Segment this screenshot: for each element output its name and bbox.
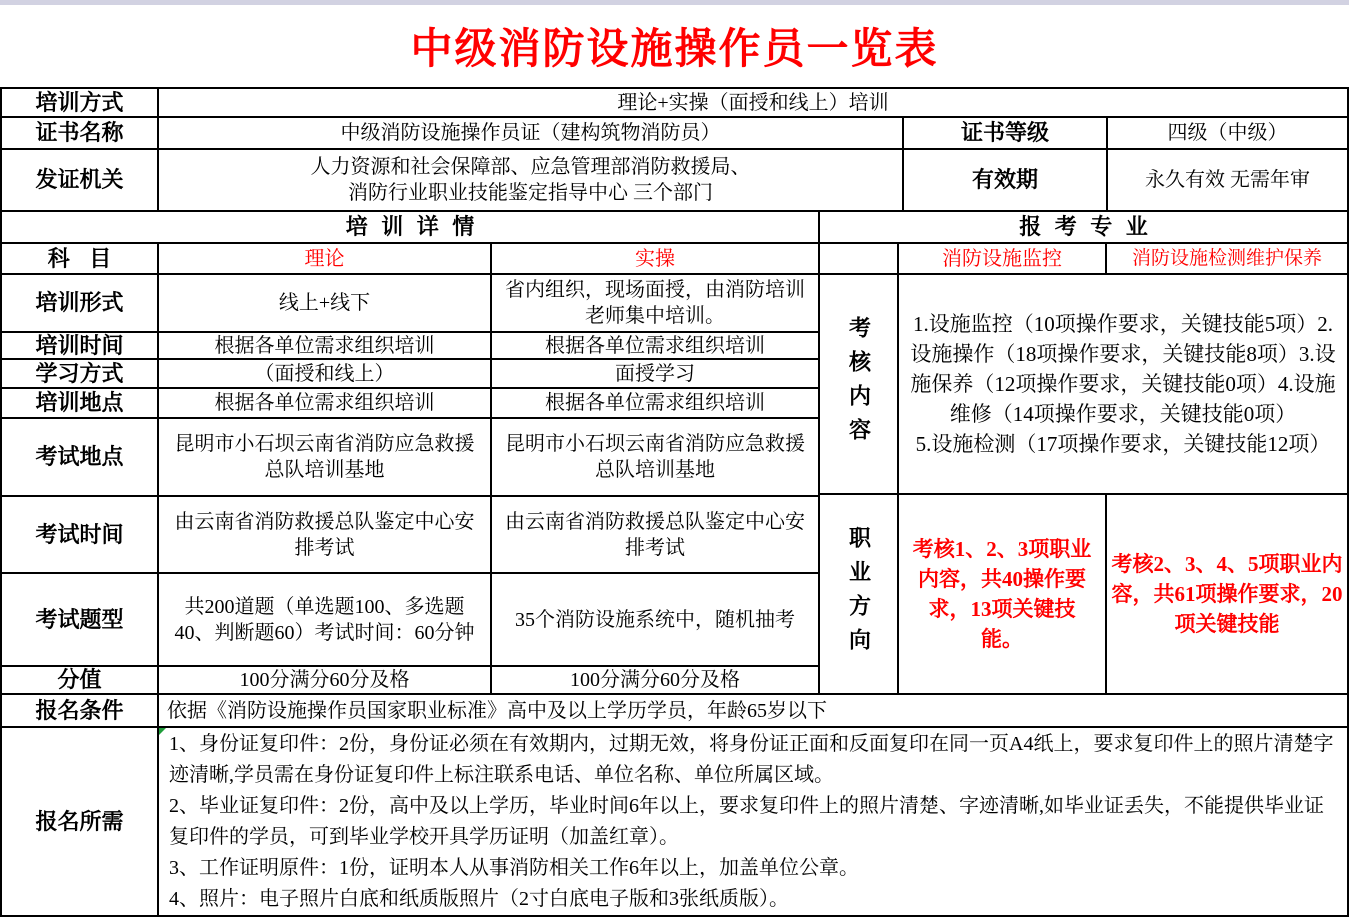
career-maintain-cell: 考核2、3、4、5项职业内容，共61项操作要求，20项关键技能	[1107, 495, 1349, 695]
row-label-certificate: 证书名称	[2, 118, 159, 150]
table-row-issuer	[2, 150, 1349, 212]
subject-row-label: 科 目	[2, 244, 159, 275]
assessment-content-part2: 5.设施检测（17项操作要求，关键技能12项）	[915, 432, 1331, 456]
career-monitor-cell: 考核1、2、3项职业内容，共40操作要求，13项关键技能。	[899, 495, 1107, 695]
theory-cell: （面授和线上）	[159, 360, 492, 389]
page-title-area	[0, 5, 1349, 87]
required-item-1: 1、身份证复印件：2份，身份证必须在有效期内，过期无效，将身份证正面和反面复印在同一页A4纸上，要求复印件上的照片清楚字迹清晰,学员需在身份证复印件上标注联系电话、单位名称、单位所属区域。	[169, 732, 1334, 786]
table-row	[2, 389, 820, 419]
practice-cell: 根据各单位需求组织培训	[492, 333, 820, 360]
page-title: 中级消防设施操作员一览表	[410, 27, 939, 73]
table-row-training-mode	[2, 89, 1349, 118]
theory-cell: 线上+线下	[159, 275, 492, 333]
table-row	[2, 419, 820, 497]
issuer-value-line1: 人力资源和社会保障部、应急管理部消防救援局、	[310, 156, 751, 178]
training-detail-block	[2, 275, 820, 695]
table-row	[2, 333, 820, 360]
row-label: 学习方式	[2, 360, 159, 389]
practice-cell: 省内组织，现场面授，由消防培训老师集中培训。	[492, 275, 820, 333]
theory-cell: 根据各单位需求组织培训	[159, 333, 492, 360]
validity-label: 有效期	[904, 150, 1108, 212]
table-body	[2, 275, 1349, 695]
table-row	[2, 667, 820, 695]
validity-value: 永久有效 无需年审	[1108, 150, 1349, 212]
row-label: 考试题型	[2, 574, 159, 667]
table-row-section-headers	[2, 212, 1349, 244]
table-row-subjects	[2, 244, 1349, 275]
row-label-issuer: 发证机关	[2, 150, 159, 212]
assessment-content	[899, 275, 1349, 495]
required-item-2: 2、毕业证复印件：2份，高中及以上学历，毕业时间6年以上，要求复印件上的照片清楚、字迹清晰,如毕业证丢失，不能提供毕业证复印件的学员，可到毕业学校开具学历证明（加盖红章）。	[169, 794, 1324, 848]
certificate-name-value: 中级消防设施操作员证（建构筑物消防员）	[159, 118, 904, 150]
row-label: 考试时间	[2, 497, 159, 574]
theory-cell: 昆明市小石坝云南省消防应急救援总队培训基地	[159, 419, 492, 497]
major-monitor-header: 消防设施监控	[899, 244, 1107, 275]
theory-cell: 100分满分60分及格	[159, 667, 492, 695]
subject-spacer-cell	[820, 244, 899, 275]
required-item-3: 3、工作证明原件：1份，证明本人从事消防相关工作6年以上，加盖单位公章。	[169, 856, 859, 879]
assessment-row	[820, 275, 1349, 495]
career-label: 职业方向	[820, 495, 899, 695]
issuer-value	[159, 150, 904, 212]
assessment-label: 考核内容	[820, 275, 899, 495]
theory-cell: 根据各单位需求组织培训	[159, 389, 492, 419]
required-item-4: 4、照片：电子照片白底和纸质版照片（2寸白底电子版和3张纸质版）。	[169, 887, 789, 910]
practice-cell: 由云南省消防救援总队鉴定中心安排考试	[492, 497, 820, 574]
table-row-certificate	[2, 118, 1349, 150]
career-row	[820, 495, 1349, 695]
theory-cell: 由云南省消防救援总队鉴定中心安排考试	[159, 497, 492, 574]
practice-cell: 100分满分60分及格	[492, 667, 820, 695]
overview-table	[0, 87, 1349, 917]
row-label: 培训地点	[2, 389, 159, 419]
practice-cell: 根据各单位需求组织培训	[492, 389, 820, 419]
row-label-enroll-condition: 报名条件	[2, 695, 159, 728]
table-row-enroll-required	[2, 728, 1349, 917]
enroll-required-content	[159, 728, 1349, 917]
assessment-content-part1: 1.设施监控（10项操作要求，关键技能5项）2.设施操作（18项操作要求，关键技能8项）3.设施保养（12项操作要求，关键技能0项）4.设施维修（14项操作要求，关键技能0项）	[910, 312, 1336, 426]
practice-cell: 面授学习	[492, 360, 820, 389]
certificate-grade-value: 四级（中级）	[1108, 118, 1349, 150]
subject-practice-header: 实操	[492, 244, 820, 275]
table-row	[2, 275, 820, 333]
theory-cell: 共200道题（单选题100、多选题40、判断题60）考试时间：60分钟	[159, 574, 492, 667]
major-maintain-header: 消防设施检测维护保养	[1107, 244, 1349, 275]
table-row-enroll-condition	[2, 695, 1349, 728]
row-label-enroll-required: 报名所需	[2, 728, 159, 917]
certificate-grade-label: 证书等级	[904, 118, 1108, 150]
subject-theory-header: 理论	[159, 244, 492, 275]
row-label: 分值	[2, 667, 159, 695]
practice-cell: 昆明市小石坝云南省消防应急救援总队培训基地	[492, 419, 820, 497]
enroll-condition-value: 依据《消防设施操作员国家职业标准》高中及以上学历学员，年龄65岁以下	[159, 695, 1349, 728]
row-label-training-mode: 培训方式	[2, 89, 159, 118]
table-row	[2, 574, 820, 667]
row-label: 培训时间	[2, 333, 159, 360]
cell-comment-marker	[159, 728, 166, 735]
row-label: 培训形式	[2, 275, 159, 333]
training-mode-value: 理论+实操（面授和线上）培训	[159, 89, 1349, 118]
issuer-value-line2: 消防行业职业技能鉴定指导中心 三个部门	[348, 182, 713, 204]
section-header-majors: 报 考 专 业	[820, 212, 1349, 244]
section-header-training-detail: 培 训 详 情	[2, 212, 820, 244]
table-row	[2, 360, 820, 389]
practice-cell: 35个消防设施系统中，随机抽考	[492, 574, 820, 667]
table-row	[2, 497, 820, 574]
majors-block	[820, 275, 1349, 695]
row-label: 考试地点	[2, 419, 159, 497]
